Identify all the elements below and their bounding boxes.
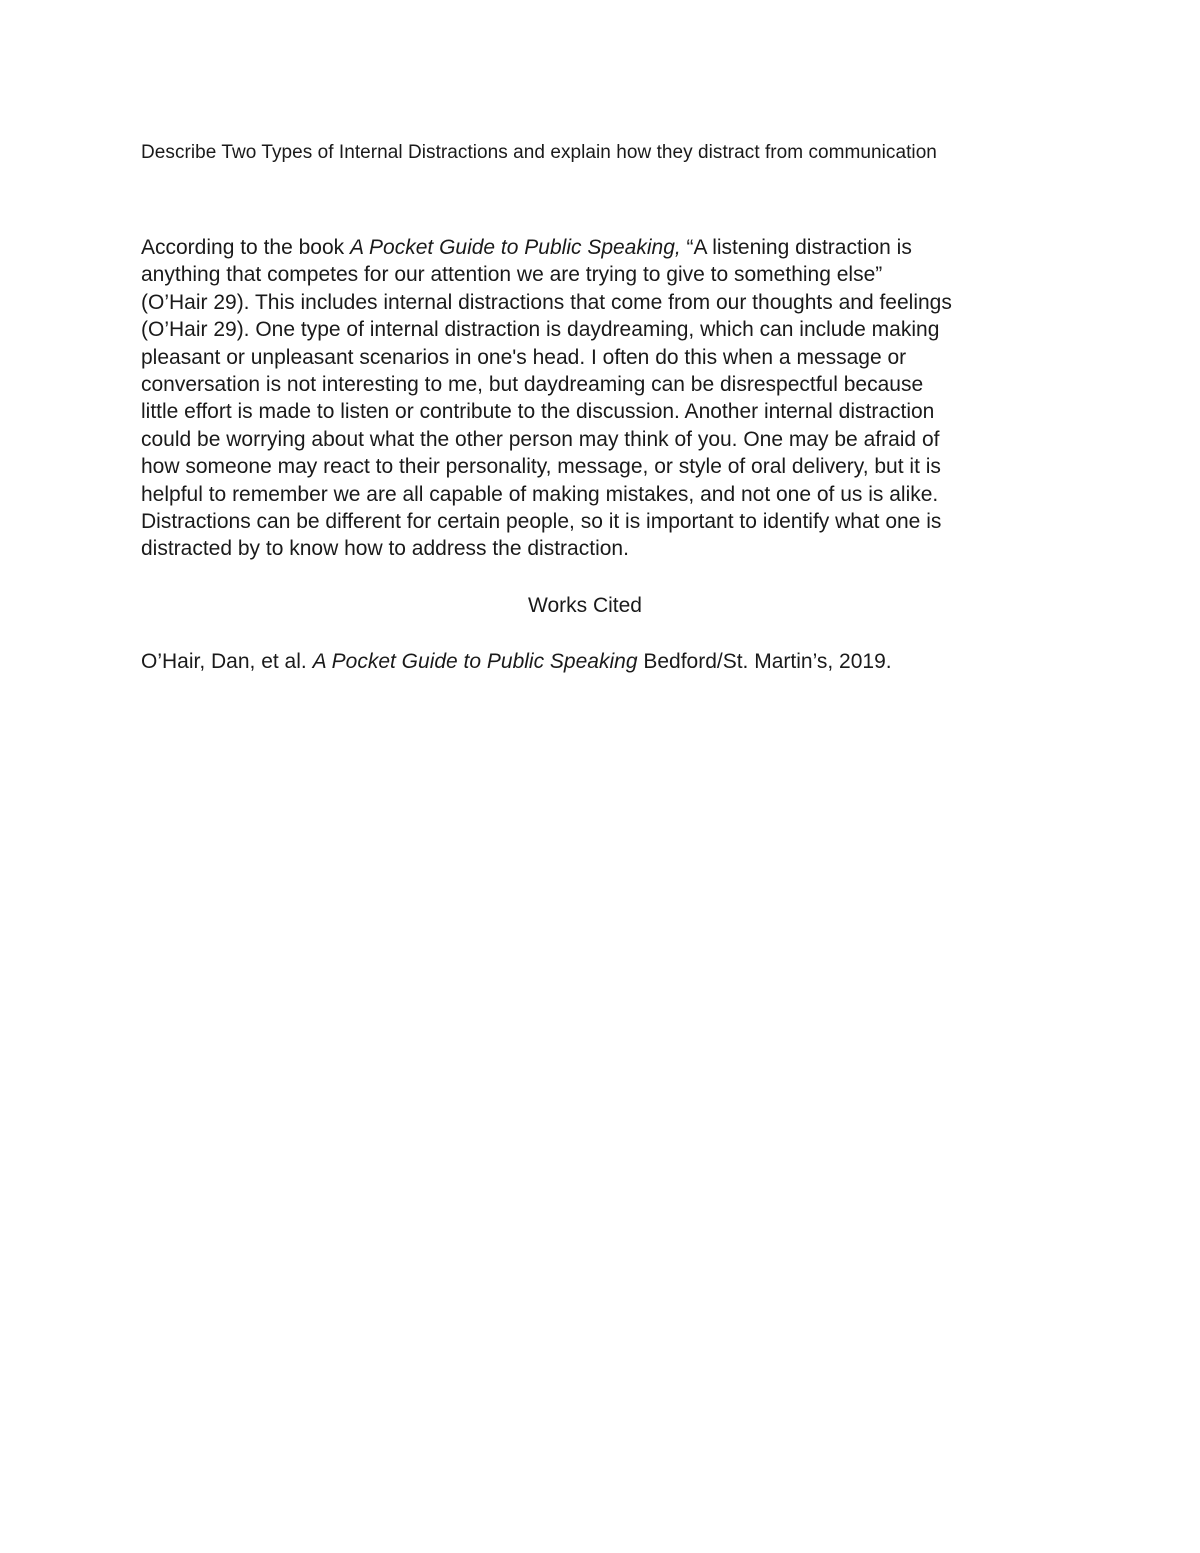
paragraph-line: pleasant or unpleasant scenarios in one's head. I often do this when a message or [141,345,907,369]
paragraph-line: helpful to remember we are all capable of making mistakes, and not one of us is alike. [141,482,939,506]
citation-publisher: Bedford/St. Martin’s, 2019. [637,650,892,673]
quote-start-text: “A listening distraction is [680,236,912,259]
paragraph-line: conversation is not interesting to me, but daydreaming can be disrespectful because [141,373,924,397]
paragraph-line: (O’Hair 29). This includes internal distractions that come from our thoughts and feelings [141,290,952,314]
paragraph-line [141,234,1071,261]
paragraph-line: anything that competes for our attention we are trying to give to something else” [141,263,883,287]
paragraph-line: (O’Hair 29). One type of internal distraction is daydreaming, which can include making [141,318,940,342]
citation-book-title: A Pocket Guide to Public Speaking [312,650,638,673]
works-cited-title: Works Cited [528,594,642,617]
book-title-italic: A Pocket Guide to Public Speaking, [349,236,681,259]
essay-paragraph [141,234,1071,563]
citation-author: O’Hair, Dan, et al. [141,650,313,673]
paragraph-line: little effort is made to listen or contribute to the discussion. Another internal distraction [141,400,935,424]
paragraph-line: how someone may react to their personality, message, or style of oral delivery, but it is [141,455,941,479]
assignment-prompt: Describe Two Types of Internal Distractions and explain how they distract from communication [141,142,937,163]
paragraph-line: distracted by to know how to address the distraction. [141,537,629,561]
paragraph-line: could be worrying about what the other person may think of you. One may be afraid of [141,427,940,451]
intro-text: According to the book [141,236,350,259]
works-cited-heading [0,592,1200,620]
paragraph-line: Distractions can be different for certain people, so it is important to identify what one is [141,510,942,534]
citation-entry [141,648,1081,676]
